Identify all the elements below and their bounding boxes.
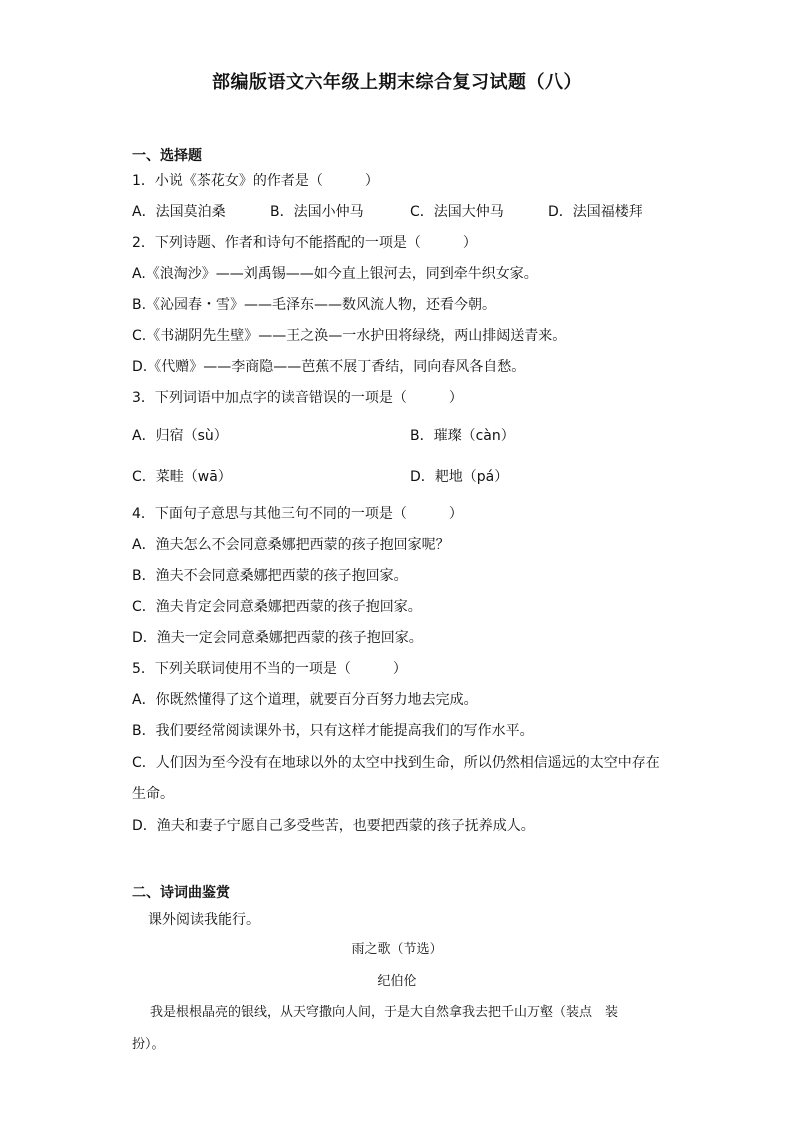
- question-3-stem: 3．下列词语中加点字的读音错误的一项是（ ）: [132, 390, 463, 406]
- question-5-option-c: C．人们因为至今没有在地球以外的太空中找到生命，所以仍然相信遥远的太空中存在: [132, 755, 660, 771]
- poem-author: 纪伯伦: [377, 974, 417, 989]
- section-heading-choice: 一、选择题: [132, 148, 202, 164]
- poem-line-1: 我是根根晶亮的银线，从天穹撒向人间，于是大自然拿我去把千山万壑（装点 装: [150, 1005, 619, 1020]
- question-5-stem: 5．下列关联词使用不当的一项是（ ）: [132, 661, 407, 677]
- question-4-stem: 4．下面句子意思与其他三句不同的一项是（ ）: [132, 506, 463, 522]
- question-1-option-c: C．法国大仲马: [410, 204, 504, 220]
- question-3-option-b: B．璀璨（càn）: [410, 428, 515, 444]
- question-2-option-d: D.《代赠》——李商隐——芭蕉不展丁香结，同向春风各自愁。: [132, 359, 526, 375]
- question-1-option-a: A．法国莫泊桑: [132, 204, 226, 220]
- question-5-option-d: D．渔夫和妻子宁愿自己多受些苦，也要把西蒙的孩子抚养成人。: [132, 818, 535, 834]
- question-2-option-a: A.《浪淘沙》——刘禹锡——如今直上银河去，同到牵牛织女家。: [132, 266, 538, 282]
- page-title: 部编版语文六年级上期末综合复习试题（八）: [212, 72, 582, 93]
- question-4-option-b: B．渔夫不会同意桑娜把西蒙的孩子抱回家。: [132, 568, 408, 584]
- question-2-option-c: C.《书湖阴先生壁》——王之涣—一水护田将绿绕，两山排闼送青来。: [132, 328, 567, 344]
- question-1-option-b: B．法国小仲马: [270, 204, 364, 220]
- question-5-option-b: B．我们要经常阅读课外书，只有这样才能提高我们的写作水平。: [132, 723, 534, 739]
- question-4-option-d: D．渔夫一定会同意桑娜把西蒙的孩子抱回家。: [132, 630, 423, 646]
- question-4-option-c: C．渔夫肯定会同意桑娜把西蒙的孩子抱回家。: [132, 599, 422, 615]
- question-3-option-c: C．菜畦（wā）: [132, 469, 232, 485]
- section-heading-poetry: 二、诗词曲鉴赏: [132, 885, 230, 901]
- poem-line-2: 扮）。: [132, 1037, 165, 1052]
- question-3-option-d: D．耙地（pá）: [410, 469, 509, 485]
- question-1-option-d: D．法国福楼拜: [548, 204, 643, 220]
- reading-intro: 课外阅读我能行。: [148, 912, 260, 928]
- question-3-option-a: A．归宿（sù）: [132, 428, 228, 444]
- question-1-stem: 1．小说《茶花女》的作者是（ ）: [132, 173, 379, 189]
- poem-title: 雨之歌（节选）: [351, 942, 443, 957]
- question-5-option-a: A．你既然懂得了这个道理，就要百分百努力地去完成。: [132, 692, 478, 708]
- question-4-option-a: A．渔夫怎么不会同意桑娜把西蒙的孩子抱回家呢？: [132, 537, 450, 553]
- question-2-option-b: B.《沁园春・雪》——毛泽东——数风流人物，还看今朝。: [132, 297, 497, 313]
- question-2-stem: 2．下列诗题、作者和诗句不能搭配的一项是（ ）: [132, 235, 477, 251]
- question-5-option-c-continued: 生命。: [132, 786, 174, 802]
